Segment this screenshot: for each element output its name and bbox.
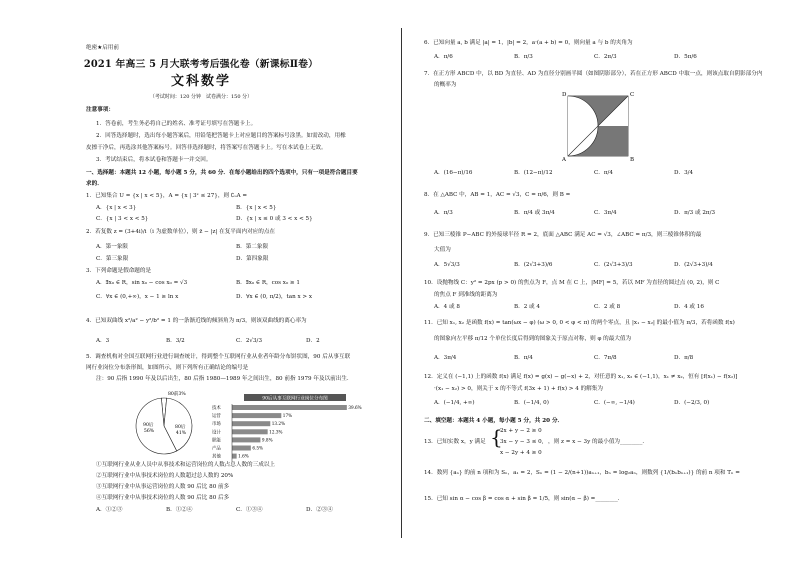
bar-value-label: 12.3% xyxy=(269,429,283,435)
q5-option-d: D．②③④ xyxy=(306,507,333,513)
q3-option-a: A．∃x₀ ∈ R，sin x₀ − cos x₀ = √3 xyxy=(96,280,188,286)
q7-option-d: D．3/4 xyxy=(674,170,694,176)
q5-option-c: C．①③④ xyxy=(236,507,263,513)
q6-option-c: C．2π/3 xyxy=(594,54,617,60)
bar-category-label: 运营 xyxy=(212,414,221,420)
question-4-stem: 4．已知双曲线 x²/a² − y²/b² = 1 的一条渐近线的倾斜角为 π/3，则该双曲线的离心率为 xyxy=(86,318,307,324)
q1-option-d: D．{x | x ≤ 0 或 3 < x < 5} xyxy=(236,216,313,222)
question-10-line: 10．设抛物线 C：y² = 2px (p > 0) 的焦点为 F，点 M 在 C 上，|MF| = 5，若以 MF 为直径的圆过点 (0, 2)，则 C xyxy=(424,280,720,286)
question-12-line: 12．定义在 (−1,1) 上的函数 f(x) 满足 f(x) = g(x) − g(−x) + 2，对任意的 x₁, x₂ ∈ (−1,1)，x₁ ≠ x₂，恒有 [f(x₁) − f(x₂)] xyxy=(424,374,738,380)
secret-label: 绝密★启用前 xyxy=(86,45,119,51)
q1-option-a: A．{x | x < 3} xyxy=(96,205,137,211)
pie-label-80-value: 41% xyxy=(175,431,187,436)
question-5-note: 注：90 后指 1990 年及以后出生，80 后指 1980—1989 年之间出生，80 前指 1979 年及以前出生． xyxy=(96,376,353,382)
q10-option-b: B．2 或 4 xyxy=(514,304,540,310)
pie-label-80-before: 80前3% xyxy=(168,392,186,397)
q13-constraint: x − 2y + 4 ≥ 0 xyxy=(500,450,542,456)
q7-option-c: C．π/4 xyxy=(594,170,613,176)
bar-value-label: 17% xyxy=(282,413,293,419)
section-heading: 求的． xyxy=(86,181,103,187)
q12-option-d: D．(−2/3, 0) xyxy=(674,400,710,406)
q5-statement: ①互联网行业从业人员中从事技术和运营岗位的人数占总人数的三成以上 xyxy=(96,462,276,468)
question-7-line: 7．在正方形 ABCD 中，以 BD 为直径、AD 为直径分别画半圆（如图阴影部分），若在正方形 ABCD 中取一点，则该点取自阴影部分内 xyxy=(424,71,763,77)
q13-constraint: 2x + y − 2 ≥ 0 xyxy=(500,428,542,434)
vertex-a: A xyxy=(562,157,566,163)
q6-option-a: A．π/6 xyxy=(434,54,453,60)
q13-constraint: 3x − y − 3 ≤ 0, xyxy=(500,439,544,445)
q3-option-b: B．∃x₀ ∈ R，cos x₀ ≥ 1 xyxy=(236,280,300,286)
right-column xyxy=(402,0,794,562)
q13-lead: 13．已知实数 x，y 满足 xyxy=(424,439,486,445)
bar-value-label: 13.2% xyxy=(271,421,286,427)
question-9-line: 9．已知三棱锥 P−ABC 的外接球半径 R = 2，底面 △ABC 满足 AC = √3，∠ABC = π/3，则三棱锥体积的最 xyxy=(424,232,702,238)
vertex-d: D xyxy=(562,92,567,98)
q2-option-d: D．第四象限 xyxy=(236,256,269,262)
question-5-line: 网行业岗位分布条形图，如图所示，则下列所有正确结论的编号是 xyxy=(86,365,249,371)
notice-title: 注意事项： xyxy=(86,107,114,113)
pie-label-80-name: 80后 xyxy=(175,425,186,430)
notice-item: 2．回答选择题时，选出每小题答案后，用铅笔把答题卡上对应题目的答案标号涂黑。如需改动，用橡 xyxy=(96,133,346,139)
exam-title: 2021 年高三 5 月大联考考后强化卷（新课标Ⅱ卷） xyxy=(83,59,319,70)
q5-statement: ④互联网行业中从事技术岗位的人数 90 后比 80 后多 xyxy=(96,495,230,501)
q5-option-b: B．①②④ xyxy=(166,507,193,513)
q4-option-b: B．3/2 xyxy=(166,338,185,344)
question-14-stem: 14．数列 {aₙ} 的前 n 项和为 Sₙ，a₁ = 2，Sₙ = (1 − 2/(n+1))aₙ₊₁，bₙ = log₂aₙ，则数列 {1/(bₙbₙ₊₁)} 的前 n 项和 Tₙ = xyxy=(424,470,740,476)
question-9-line: 大值为 xyxy=(434,247,451,253)
q12-option-b: B．(−1/4, 0) xyxy=(514,400,549,406)
bar-category-label: 产品 xyxy=(212,446,221,452)
bar-value-label: 9.8% xyxy=(261,437,273,443)
pie-label-80-after xyxy=(175,423,187,436)
q8-option-a: A．π/3 xyxy=(434,210,453,216)
bar-运营 xyxy=(232,413,281,418)
vertex-c: C xyxy=(630,92,635,98)
q1-option-b: B．{x | x < 5} xyxy=(236,205,277,211)
question-5-line: 5．调查机构对全国互联网行业进行调查统计，得到整个互联网行业从业者年龄分布饼状图，90 后从事互联 xyxy=(86,354,351,360)
q12-option-c: C．(−∞, −1/4) xyxy=(594,400,635,406)
notice-item: 3．考试结束后，将本试卷和答题卡一并交回。 xyxy=(96,157,212,163)
notice-item: 1．答卷前，考生务必将自己的姓名、准考证号填写在答题卡上。 xyxy=(96,121,257,127)
q6-option-b: B．π/3 xyxy=(514,54,533,60)
notice-item: 皮擦干净后，再选涂其他答案标号。回答非选择题时，将答案写在答题卡上。写在本试卷上无效。 xyxy=(86,145,327,151)
q11-option-d: D．π/8 xyxy=(674,355,694,361)
q11-option-b: B．π/4 xyxy=(514,355,533,361)
job-bar-chart xyxy=(210,394,360,462)
vertex-b: B xyxy=(630,157,635,163)
q5-option-a: A．①②③ xyxy=(96,507,123,513)
q8-option-c: C．3π/4 xyxy=(594,210,617,216)
q1-option-c: C．{x | 3 < x < 5} xyxy=(96,216,149,222)
question-2-stem: 2．若复数 z = (3+4i)/i（i 为虚数单位），则 z̄ − |z| 在复平面内对应的点在 xyxy=(86,229,276,235)
q4-option-a: A．3 xyxy=(96,338,110,344)
bar-市场 xyxy=(232,421,270,426)
q11-option-c: C．7π/8 xyxy=(594,355,617,361)
q9-option-a: A．5√3/3 xyxy=(434,262,460,268)
q9-option-d: D．(2√3+3)/4 xyxy=(674,262,713,268)
question-1-stem: 1．已知集合 U = {x | x < 5}，A = {x | 3ˣ ≤ 27}，则 ∁ᵤA = xyxy=(86,193,248,199)
bar-category-label: 市场 xyxy=(212,422,221,428)
q3-option-c: C．∀x ∈ (0,+∞)，x − 1 ≥ ln x xyxy=(96,294,179,300)
bar-category-label: 设计 xyxy=(212,430,221,436)
section-heading: 二、填空题：本题共 4 小题，每小题 5 分，共 20 分． xyxy=(424,418,564,424)
section-heading: 一、选择题：本题共 12 小题，每小题 5 分，共 60 分．在每小题给出的四个选项中，只有一项是符合题目要 xyxy=(86,170,358,176)
q5-statement: ③互联网行业中从事运营岗位的人数 90 后比 80 前多 xyxy=(96,484,230,490)
bar-value-label: 39.6% xyxy=(348,405,362,410)
bar-category-label: 技术 xyxy=(212,406,221,411)
bar-chart-title: 90后从事互联网行业岗位分布图 xyxy=(262,396,328,402)
q2-option-c: C．第三象限 xyxy=(96,256,129,262)
bar-category-label: 职能 xyxy=(212,438,221,444)
bar-技术 xyxy=(232,405,347,410)
pie-label-90-value: 56% xyxy=(143,429,155,434)
q2-option-a: A．第一象限 xyxy=(96,244,129,250)
question-8-stem: 8．在 △ABC 中，AB = 1，AC = √3，C = π/6，则 B = xyxy=(424,192,571,198)
left-brace-icon: { xyxy=(490,425,503,449)
question-3-stem: 3．下列命题是假命题的是 xyxy=(86,268,152,274)
square-figure xyxy=(560,90,640,162)
bar-value-label: 1.6% xyxy=(238,453,249,459)
subject-title: 文科数学 xyxy=(170,74,231,89)
bar-category-label: 其他 xyxy=(212,454,221,460)
exam-info: （考试时间：120 分钟 试卷满分：150 分） xyxy=(149,94,253,100)
question-10-line: 的焦点 F 到准线的距离为 xyxy=(434,292,498,298)
q9-option-b: B．(2√3+3)/6 xyxy=(514,262,553,268)
q10-option-d: D．4 或 16 xyxy=(674,304,704,310)
question-6-stem: 6．已知向量 a, b 满足 |a| = 1，|b| = 2，a·(a + b) = 0，则向量 a 与 b 的夹角为 xyxy=(424,40,633,46)
q6-option-d: D．5π/6 xyxy=(674,54,697,60)
q4-option-d: D．2 xyxy=(306,338,320,344)
q3-option-d: D．∀x ∈ (0, π/2)，tan x > x xyxy=(236,294,313,300)
pie-label-90-after xyxy=(143,421,155,434)
q9-option-c: C．(2√3+3)/3 xyxy=(594,262,633,268)
q8-option-d: D．π/3 或 2π/3 xyxy=(674,210,716,216)
question-15-stem: 15．已知 sin α − cos β = cos α + sin β = 1/5，则 sin(α − β) =________． xyxy=(424,496,624,502)
bar-设计 xyxy=(232,429,268,434)
bar-职能 xyxy=(232,437,260,442)
bar-产品 xyxy=(232,446,251,451)
question-11-line: 11．已知 x₁, x₂ 是函数 f(x) = tan(ωx − φ) (ω > 0, 0 < φ < π) 的两个零点，且 |x₁ − x₂| 的最小值为 π/3，若将函数 f(x) xyxy=(424,320,735,326)
q2-option-b: B．第二象限 xyxy=(236,244,269,250)
q4-option-c: C．2√3/3 xyxy=(236,338,262,344)
question-11-line: 的图象向左平移 π/12 个单位长度后得到的图象关于原点对称，则 φ 的最大值为 xyxy=(434,336,632,342)
pie-label-90-name: 90后 xyxy=(143,423,154,428)
bar-value-label: 6.5% xyxy=(252,445,263,451)
q11-option-a: A．3π/4 xyxy=(434,355,457,361)
q5-statement: ②互联网行业中从事技术岗位的人数超过总人数的 20% xyxy=(96,473,234,479)
question-12-line: ·(x₁ − x₂) > 0，则关于 x 的不等式 f(3x + 1) + f(x) > 4 的解集为 xyxy=(434,386,603,392)
bar-marks xyxy=(212,404,362,462)
q8-option-b: B．π/4 或 3π/4 xyxy=(514,210,555,216)
q13-tail: ，则 z = x − 3y 的最小值为________． xyxy=(548,439,648,445)
question-7-line: 的概率为 xyxy=(434,82,457,88)
q10-option-a: A．4 或 8 xyxy=(434,304,460,310)
bar-其他 xyxy=(232,454,237,459)
q7-option-a: A．(16−π)/16 xyxy=(434,170,473,176)
q7-option-b: B．(12−π)/12 xyxy=(514,170,553,176)
q10-option-c: C．2 或 8 xyxy=(594,304,621,310)
q12-option-a: A．(−1/4, +∞) xyxy=(434,400,475,406)
age-pie-chart xyxy=(120,388,212,458)
